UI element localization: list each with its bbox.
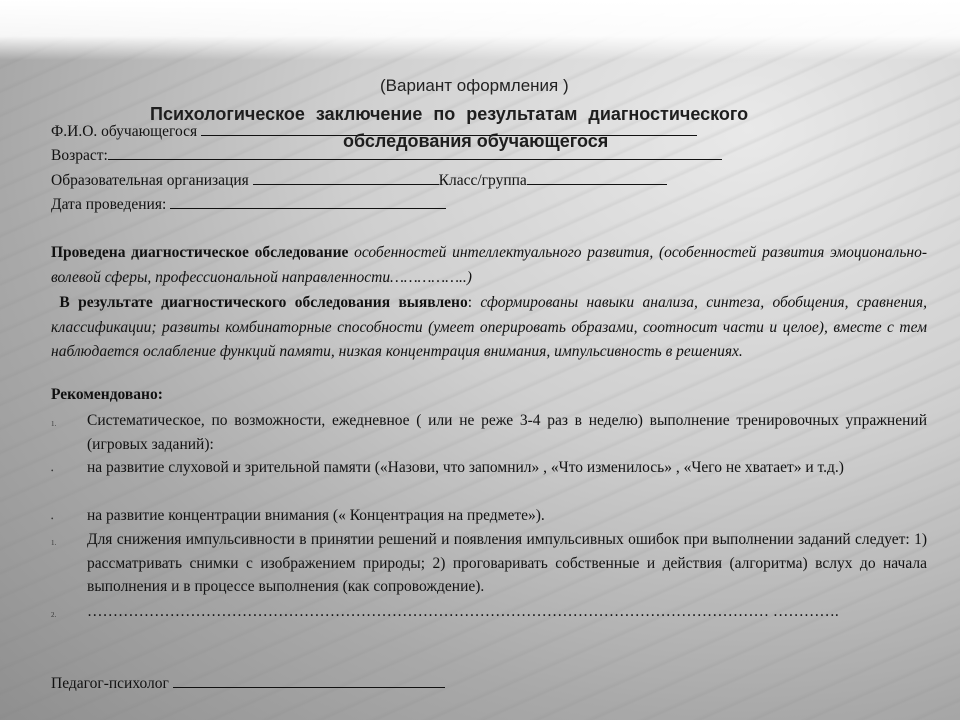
fio-label: Ф.И.О. обучающегося (51, 123, 198, 140)
date-blank (170, 196, 446, 209)
list-marker: • (51, 515, 54, 523)
org-field (51, 172, 667, 190)
date-field (51, 196, 446, 214)
date-label: Дата проведения: (51, 196, 167, 213)
slide-background-highlight (0, 0, 960, 60)
document-title-line-2: обследования обучающегося (343, 131, 609, 151)
signature-blank (173, 675, 445, 688)
class-label: Класс/группа (438, 172, 527, 189)
recommendations-heading: Рекомендовано: (51, 386, 163, 403)
result-label: В результате диагностического обследования выявлено (59, 294, 468, 311)
variant-caption: (Вариант оформления ) (380, 76, 569, 95)
age-field (51, 147, 722, 165)
list-marker: 2. (51, 611, 57, 619)
signature-label: Педагог-психолог (51, 675, 169, 692)
recommendation-text: на развитие слуховой и зрительной памяти («Назови, что запомнил» , «Что изменилось» , «Чего не хватает» и т.д.) (87, 459, 844, 476)
diagnostics-paragraph (51, 241, 927, 290)
recommendation-text: …………………………………………………………………………………………………………………… …………. (87, 603, 839, 620)
recommendation-item (51, 600, 927, 624)
list-marker: • (51, 467, 54, 475)
diagnostics-label: Проведена диагностическое обследование (51, 244, 349, 261)
result-paragraph: В результате диагностического обследования выявлено: сформированы навыки анализа, синтеза, обобщения, сравнения, классификации; развиты комбинаторные способности (умеет оперировать образами, соотносит части и целое), вместе с тем наблюдается ослабление функций памяти, низкая концентрация внимания, импульсивность в решениях. (51, 294, 928, 360)
age-blank (108, 147, 722, 160)
age-label: Возраст: (51, 147, 108, 164)
recommendation-item (51, 528, 927, 599)
list-marker: 1. (51, 539, 57, 547)
class-blank (527, 172, 667, 185)
recommendation-item (51, 504, 927, 528)
org-blank (253, 172, 439, 185)
diagnostics-text: особенностей интеллектуального развития, (особенностей развития эмоционально-волевой сферы, профессиональной направленности……………..) (51, 244, 927, 286)
recommendation-text: на развитие концентрации внимания (« Концентрация на предмете»). (87, 507, 545, 524)
document-title-line-1: Психологическое заключение по результатам диагностического (150, 104, 749, 124)
result-text: сформированы навыки анализа, синтеза, обобщения, сравнения, классификации; развиты комбинаторные способности (умеет оперировать образами, соотносит части и целое), вместе с тем наблюдается ослабление функций памяти, низкая концентрация внимания, импульсивность в решениях. (51, 294, 928, 360)
recommendation-text: Систематическое, по возможности, ежедневное ( или не реже 3-4 раз в неделю) выполнение тренировочных упражнений (игровых заданий): (87, 412, 927, 453)
recommendation-item (51, 456, 927, 480)
recommendation-text: Для снижения импульсивности в принятии решений и появления импульсивных ошибок при выполнении заданий следует: 1) рассматривать снимки с изображением природы; 2) проговаривать собственные и действия (алгоритма) вслух до начала выполнения и в процессе выполнения (как сопровождение). (87, 531, 927, 595)
list-marker: 1. (51, 420, 57, 428)
org-label: Образовательная организация (51, 172, 249, 189)
signature-field (51, 675, 445, 693)
recommendation-item (51, 409, 927, 456)
